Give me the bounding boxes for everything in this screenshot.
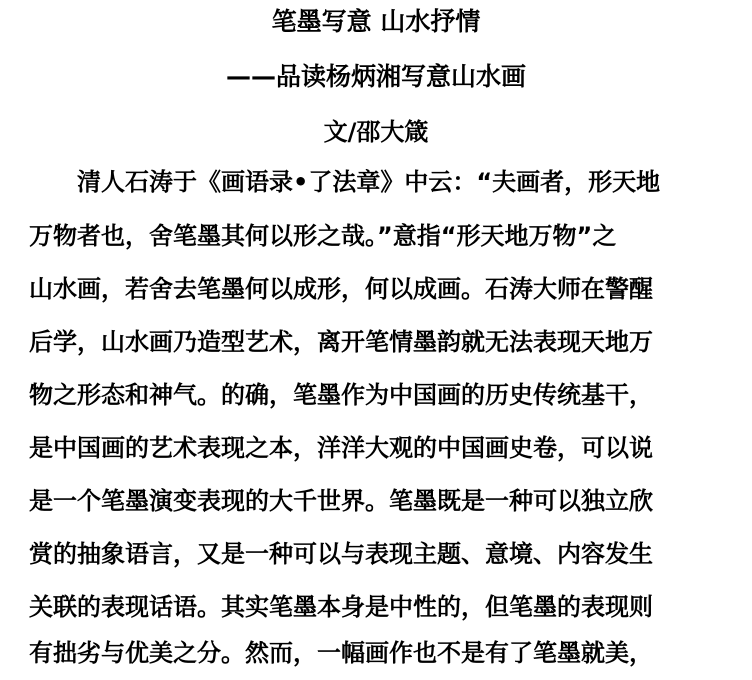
article-title: 笔墨写意 山水抒情	[271, 7, 481, 36]
article-subtitle: ——品读杨炳湘写意山水画	[225, 62, 526, 91]
paragraph-line: 关联的表现话语。其实笔墨本身是中性的，但笔墨的表现则	[29, 593, 653, 621]
paragraph-line: 赏的抽象语言，又是一种可以与表现主题、意境、内容发生	[29, 540, 653, 568]
paragraph-line: 有拙劣与优美之分。然而，一幅画作也不是有了笔墨就美，	[29, 639, 653, 667]
article-byline: 文/邵大箴	[323, 118, 429, 146]
paragraph-line: 山水画，若舍去笔墨何以成形，何以成画。石涛大师在警醒	[29, 275, 653, 303]
paragraph-line: 是一个笔墨演变表现的大千世界。笔墨既是一种可以独立欣	[29, 487, 653, 515]
paragraph-line: 物之形态和神气。的确，笔墨作为中国画的历史传统基干，	[29, 381, 653, 409]
paragraph-line: 清人石涛于《画语录•了法章》中云：“夫画者，形天地	[77, 168, 661, 196]
paragraph-line: 是中国画的艺术表现之本，洋洋大观的中国画史卷，可以说	[29, 434, 653, 462]
paragraph-line: 后学，山水画乃造型艺术，离开笔情墨韵就无法表现天地万	[29, 328, 653, 356]
paragraph-line: 万物者也，舍笔墨其何以形之哉。”意指“形天地万物”之	[29, 222, 617, 250]
